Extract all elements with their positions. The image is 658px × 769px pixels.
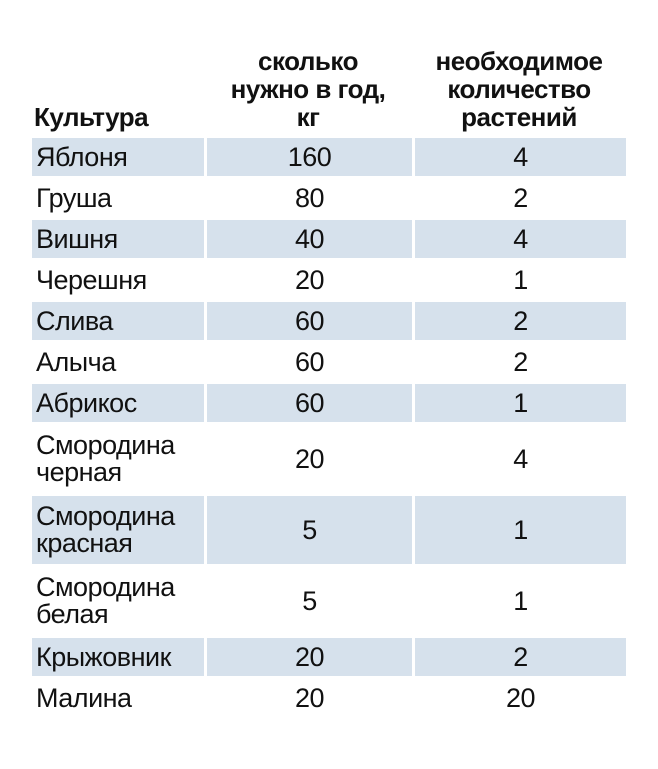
cell-culture [32, 302, 204, 340]
cell-kg-per-year: 20 [204, 679, 412, 717]
header-culture [32, 47, 204, 135]
cell-plants-needed: 2 [412, 343, 626, 381]
table-row [32, 425, 626, 493]
table-row [32, 179, 626, 217]
cell-plants-needed: 1 [412, 384, 626, 422]
cell-culture [32, 220, 204, 258]
cell-culture [32, 343, 204, 381]
cell-kg-per-year: 60 [204, 384, 412, 422]
header-row [32, 47, 626, 135]
cell-culture [32, 425, 204, 493]
cell-plants-needed: 1 [412, 261, 626, 299]
culture-name-line: Крыжовник [36, 641, 171, 672]
table-header [32, 47, 626, 135]
cell-kg-per-year: 20 [204, 261, 412, 299]
header-plants-line-1: необходимое [435, 46, 603, 76]
table-row [32, 302, 626, 340]
cell-kg-per-year: 5 [204, 567, 412, 635]
cell-kg-per-year: 60 [204, 302, 412, 340]
table-body [32, 138, 626, 717]
culture-name-line: Слива [36, 305, 113, 336]
culture-name-line: Яблоня [36, 141, 128, 172]
cell-plants-needed: 20 [412, 679, 626, 717]
culture-name-line: Алыча [36, 346, 116, 377]
cell-kg-per-year: 20 [204, 638, 412, 676]
culture-name-line: Черешня [36, 264, 147, 295]
cell-culture [32, 679, 204, 717]
cell-kg-per-year: 60 [204, 343, 412, 381]
culture-name-line: Смородина [36, 430, 175, 460]
header-culture-label: Культура [34, 102, 149, 132]
cell-plants-needed: 1 [412, 496, 626, 564]
culture-name-line: красная [36, 528, 133, 558]
cell-plants-needed: 4 [412, 220, 626, 258]
cell-culture [32, 567, 204, 635]
culture-name-line: Абрикос [36, 387, 137, 418]
cell-kg-per-year: 160 [204, 138, 412, 176]
cell-plants-needed: 4 [412, 138, 626, 176]
cell-culture [32, 138, 204, 176]
culture-name-line: Смородина [36, 501, 175, 531]
cell-kg-per-year: 40 [204, 220, 412, 258]
table-row [32, 638, 626, 676]
cell-plants-needed: 4 [412, 425, 626, 493]
culture-name-line: черная [36, 457, 122, 487]
cell-plants-needed: 2 [412, 302, 626, 340]
header-plants-needed [412, 47, 626, 135]
cell-culture [32, 496, 204, 564]
header-kg-line-2: нужно в год, [230, 74, 386, 104]
header-kg-line-3: кг [296, 102, 320, 132]
table-row [32, 567, 626, 635]
table-row [32, 496, 626, 564]
fruit-crops-table [32, 44, 626, 720]
table-row [32, 138, 626, 176]
table-row [32, 343, 626, 381]
header-plants-line-2: количество [447, 74, 591, 104]
header-plants-line-3: растений [461, 102, 577, 132]
cell-plants-needed: 1 [412, 567, 626, 635]
cell-plants-needed: 2 [412, 179, 626, 217]
header-kg-per-year [204, 47, 412, 135]
culture-name-line: белая [36, 599, 109, 629]
cell-kg-per-year: 80 [204, 179, 412, 217]
table-row [32, 384, 626, 422]
cell-plants-needed: 2 [412, 638, 626, 676]
cell-culture [32, 179, 204, 217]
table-row [32, 220, 626, 258]
culture-name-line: Груша [36, 182, 112, 213]
fruit-crops-table-container [32, 44, 626, 720]
header-kg-line-1: сколько [258, 46, 358, 76]
cell-culture [32, 638, 204, 676]
cell-culture [32, 384, 204, 422]
table-row [32, 679, 626, 717]
culture-name-line: Вишня [36, 223, 118, 254]
culture-name-line: Малина [36, 682, 132, 713]
cell-kg-per-year: 5 [204, 496, 412, 564]
cell-kg-per-year: 20 [204, 425, 412, 493]
table-row [32, 261, 626, 299]
culture-name-line: Смородина [36, 572, 175, 602]
cell-culture [32, 261, 204, 299]
